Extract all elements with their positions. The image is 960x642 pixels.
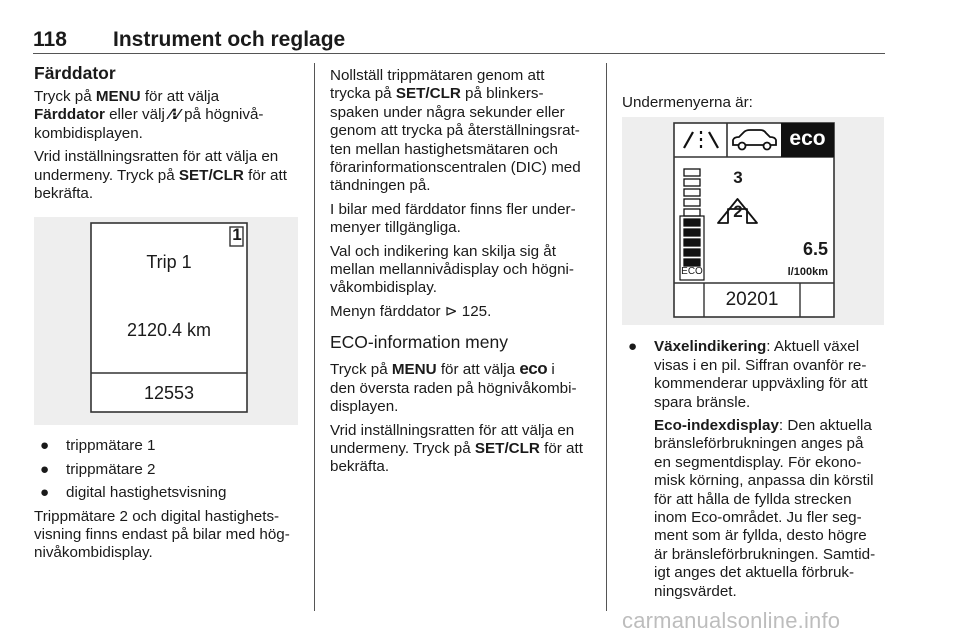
trip-computer-icon: ⁄⁝⁄ bbox=[169, 106, 180, 124]
recommended-gear: 3 bbox=[733, 168, 743, 188]
column-1 bbox=[34, 62, 306, 568]
paragraph: Vrid inställningsratten för att välja en undermeny. Tryck på SET/CLR för att bekräfta. bbox=[330, 421, 583, 476]
trip-list bbox=[34, 437, 306, 502]
eco-display-illustration bbox=[622, 117, 884, 325]
consumption-value: 6.5 bbox=[802, 239, 828, 260]
trip-number-badge: 1 bbox=[232, 225, 242, 245]
subsection-heading: ECO-information meny bbox=[330, 332, 508, 353]
odometer-value: 20201 bbox=[725, 289, 779, 311]
trip-distance: 2120.4 km bbox=[126, 320, 212, 341]
submenu-list bbox=[622, 338, 890, 412]
consumption-unit: l/100km bbox=[787, 266, 828, 279]
chapter-title: Instrument och reglage bbox=[113, 28, 346, 51]
header-rule bbox=[33, 53, 885, 54]
page-number: 118 bbox=[33, 28, 67, 51]
paragraph: Vrid inställningsratten för att välja en undermeny. Tryck på SET/CLR för att bekräfta. bbox=[34, 148, 287, 203]
list-item: ● digital hastighetsvisning bbox=[40, 484, 227, 502]
eco-icon: eco bbox=[519, 359, 548, 379]
page-ref-arrow-icon: ⊳ bbox=[444, 302, 458, 320]
cross-reference: Menyn färddator ⊳ 125. bbox=[330, 302, 492, 320]
column-3 bbox=[622, 94, 890, 606]
page-header bbox=[33, 28, 885, 56]
odometer-value: 12553 bbox=[143, 383, 195, 404]
list-item: ● Växelindikering: Aktuell växel visas i en pil. Siffran ovanför re- kommenderar uppväxling för att spara bränsle. bbox=[628, 338, 868, 411]
paragraph: Nollställ trippmätaren genom att trycka på SET/CLR på blinkers- spaken under några sekunder eller genom att trycka på återställningsrat- ten mellan hastighetsmätaren och förarinformationscentralen (DIC) med tändningen på. bbox=[330, 67, 581, 195]
column-2 bbox=[330, 67, 598, 482]
trip-title: Trip 1 bbox=[146, 252, 192, 273]
eco-area-label: ECO bbox=[681, 266, 703, 278]
paragraph: Eco-indexdisplay: Den aktuella bränsleförbrukningen anges på en segmentdisplay. För ekono- misk körning, anpassa din körstil för att hålla de fyllda strecken inom Eco-området. Ju fler seg- ment som är fyllda, desto högre är bränsleförbrukningen. Samtid- igt anges det aktuella förbruk- ningsvärdet. bbox=[654, 417, 876, 600]
paragraph: I bilar med färddator finns fler under- menyer tillgängliga. bbox=[330, 200, 576, 237]
paragraph: Trippmätare 2 och digital hastighets- visning finns endast på bilar med hög- nivåkombidisplay. bbox=[34, 507, 290, 562]
current-gear: 2 bbox=[733, 202, 743, 222]
paragraph: Val och indikering kan skilja sig åt mellan mellannivådisplay och högni- våkombidisplay. bbox=[330, 242, 574, 297]
watermark: carmanualsonline.info bbox=[622, 608, 841, 633]
section-heading: Färddator bbox=[34, 63, 116, 83]
list-item: ● trippmätare 2 bbox=[40, 460, 156, 478]
trip-display-illustration bbox=[34, 217, 298, 425]
paragraph: Tryck på MENU för att välja eco i den översta raden på högnivåkombi- displayen. bbox=[330, 359, 577, 416]
paragraph: Undermenyerna är: bbox=[622, 94, 753, 111]
eco-segment-bar bbox=[680, 169, 704, 280]
list-item: ● trippmätare 1 bbox=[40, 437, 156, 455]
eco-tab-label: eco bbox=[789, 127, 826, 151]
column-divider bbox=[606, 63, 607, 611]
paragraph: Tryck på MENU för att välja Färddator eller välj ⁄⁝⁄ på högnivå- kombidisplayen. bbox=[34, 88, 264, 142]
column-divider bbox=[314, 63, 315, 611]
